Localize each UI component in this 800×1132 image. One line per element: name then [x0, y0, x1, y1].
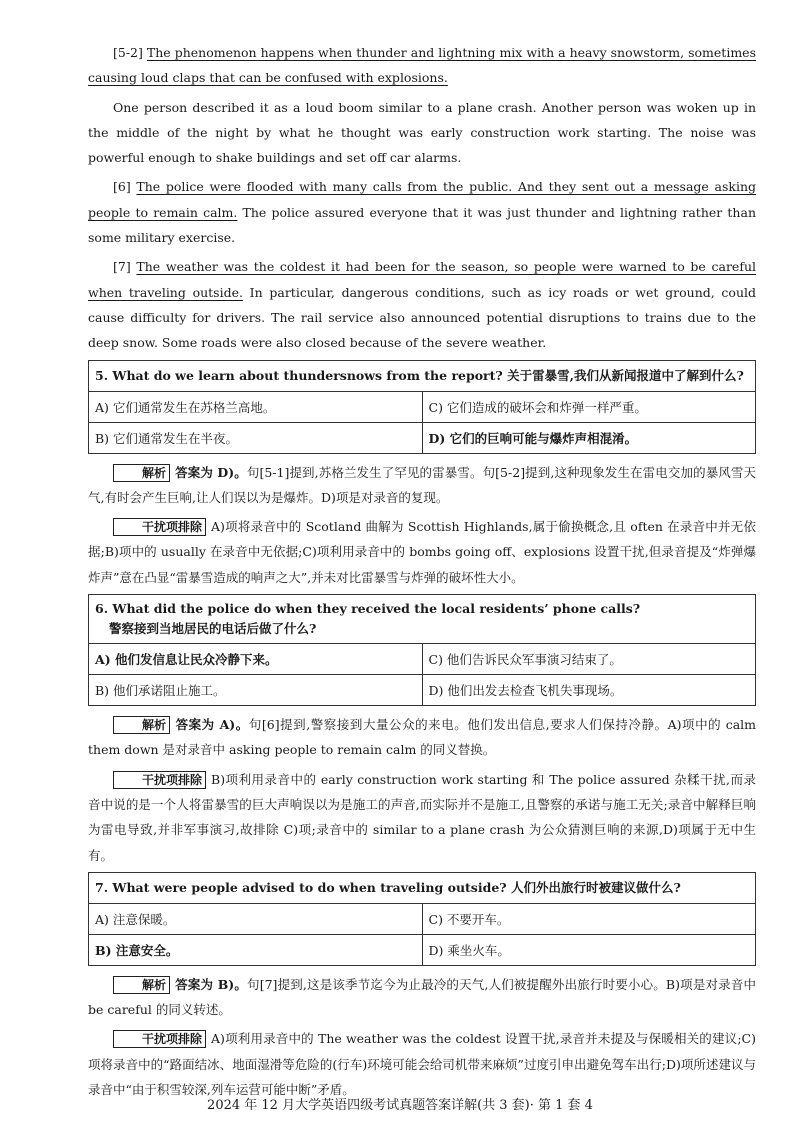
question-6-text	[89, 595, 756, 644]
question-6-chinese: 警察接到当地居民的电话后做了什么?	[109, 621, 317, 637]
analysis-label: 解析	[113, 976, 170, 994]
analysis-text: 句[7]提到,这是该季节迄今为止最冷的天气,人们被提醒外出旅行时要小心。B)项是对录音中 be careful 的同义转述。	[88, 976, 756, 1018]
answer-lead: 答案为 A)。	[175, 717, 249, 733]
option-b: B) 他们承诺阻止施工。	[89, 675, 423, 706]
underlined-sentence: The weather was the coldest it had been for the season, so people were warned to be careful when traveling outside.	[88, 259, 757, 300]
sentence-tag: [7]	[113, 259, 131, 275]
question-7-table	[88, 872, 756, 966]
question-7-text: 7. What were people advised to do when traveling outside? 人们外出旅行时被建议做什么?	[89, 872, 756, 903]
analysis-label: 解析	[113, 464, 170, 482]
distractor-text: B)项利用录音中的 early construction work starting 和 The police assured 杂糅干扰,而录音中说的是一个人将雷暴雪的巨大声响误以为是施工的声音,而实际并不是施工,且警察的承诺与施工无关;录音中解释巨响为雷电导致,并非军事演习,故排除 C)项;录音中的 similar to a plane crash 为公众猜测巨响的来源,D)项属于无中生有。	[88, 771, 756, 863]
sentence-rest: In particular, dangerous conditions, such as icy roads or wet ground, could cause difficulty for drivers. The rail service also announced potential disruptions to trains due to the deep snow. Some roads were also closed because of the severe weather.	[88, 284, 756, 351]
question-7-distractors	[88, 1026, 756, 1102]
distractor-text: A)项将录音中的 Scotland 曲解为 Scottish Highlands,属于偷换概念,且 often 在录音中并无依据;B)项中的 usually 在录音中无依据;C)项利用录音中的 bombs going off、explosions 设置干扰,但录音提及“炸弹爆炸声”意在凸显“雷暴雪造成的响声之大”,并未对比雷暴雪与炸弹的破坏性大小。	[88, 519, 756, 585]
question-5-distractors	[88, 514, 756, 590]
question-6-distractors	[88, 767, 756, 868]
answer-lead: 答案为 B)。	[175, 976, 248, 992]
question-5-text: 5. What do we learn about thundersnows from the report? 关于雷暴雪,我们从新闻报道中了解到什么?	[89, 360, 756, 391]
option-b-correct: B) 注意安全。	[89, 934, 423, 965]
question-5-analysis	[88, 460, 756, 511]
question-6-english: 6. What did the police do when they received the local residents’ phone calls?	[95, 601, 641, 617]
page-content	[88, 40, 756, 1106]
question-6-analysis	[88, 712, 756, 763]
underlined-sentence: The police were flooded with many calls from the public. And they sent out a message asking people to remain calm.	[88, 179, 756, 220]
passage-paragraph-description: One person described it as a loud boom similar to a plane crash. Another person was woken up in the middle of the night by what he thought was early construction work starting. The noise was powerful enough to shake buildings and set off car alarms.	[88, 99, 756, 166]
page-footer: 2024 年 12 月大学英语四级考试真题答案详解(共 3 套)· 第 1 套 4	[207, 1098, 593, 1113]
passage-paragraph-7	[88, 254, 756, 355]
analysis-text: 句[5-1]提到,苏格兰发生了罕见的雷暴雪。句[5-2]提到,这种现象发生在雷电交加的暴风雪天气,有时会产生巨响,让人们误以为是爆炸。D)项是对录音的复现。	[88, 464, 757, 505]
option-c: C) 不要开车。	[422, 903, 756, 934]
sentence-rest: The police assured everyone that it was just thunder and lightning rather than some military exercise.	[88, 204, 756, 246]
sentence-tag: [6]	[113, 179, 131, 195]
sentence-tag: [5-2]	[113, 45, 143, 60]
option-d: D) 他们出发去检查飞机失事现场。	[422, 675, 756, 706]
question-7-analysis	[88, 972, 756, 1023]
option-c: C) 他们告诉民众军事演习结束了。	[422, 644, 756, 675]
question-5-table	[88, 360, 756, 454]
answer-lead: 答案为 D)。	[175, 464, 247, 480]
option-c: C) 它们造成的破坏会和炸弹一样严重。	[422, 391, 756, 422]
option-a-correct: A) 他们发信息让民众冷静下来。	[89, 644, 423, 675]
analysis-label: 解析	[113, 716, 170, 734]
option-d-correct: D) 它们的巨响可能与爆炸声相混淆。	[422, 422, 756, 453]
distractor-label: 干扰项排除	[113, 771, 206, 789]
question-6-table	[88, 594, 756, 706]
distractor-label: 干扰项排除	[113, 1030, 206, 1048]
option-b: B) 它们通常发生在半夜。	[89, 422, 423, 453]
underlined-sentence: The phenomenon happens when thunder and lightning mix with a heavy snowstorm, sometimes causing loud claps that can be confused with explosions.	[88, 45, 756, 86]
option-d: D) 乘坐火车。	[422, 934, 756, 965]
distractor-label: 干扰项排除	[113, 518, 206, 536]
passage-paragraph-6	[88, 174, 756, 250]
option-a: A) 它们通常发生在苏格兰高地。	[89, 391, 423, 422]
analysis-text: 句[6]提到,警察接到大量公众的来电。他们发出信息,要求人们保持冷静。A)项中的 calm them down 是对录音中 asking people to remain calm 的同义替换。	[88, 717, 756, 758]
passage-paragraph-5-2	[88, 40, 756, 91]
option-a: A) 注意保暖。	[89, 903, 423, 934]
distractor-text: A)项利用录音中的 The weather was the coldest 设置干扰,录音并未提及与保暖相关的建议;C)项将录音中的“路面结冰、地面湿滑等危险的(行车)环境可能会给司机带来麻烦”过度引申出避免驾车出行;D)项所述建议与录音中“由于积雪较深,列车运营可能中断”矛盾。	[88, 1031, 756, 1098]
